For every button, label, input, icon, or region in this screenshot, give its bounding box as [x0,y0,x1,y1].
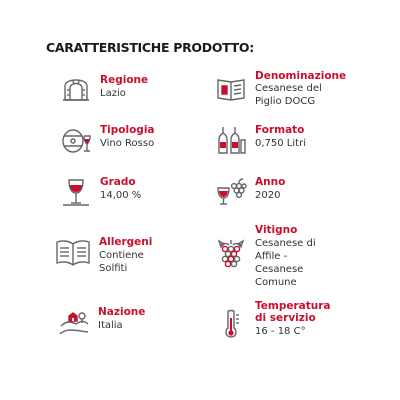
regione-value: Lazio [100,88,126,99]
tipologia-label: Tipologia [100,124,155,136]
page-title: CARATTERISTICHE PRODOTTO: [46,40,254,55]
nazione-value: Italia [98,320,123,331]
open-book-icon [55,236,91,268]
vitigno-value-line4: Comune [255,277,297,288]
anno-label: Anno [255,176,286,188]
grape-bunch-icon [215,238,247,270]
formato-value: 0,750 Litri [255,138,306,149]
vitigno-label: Vitigno [255,224,298,236]
tipologia-value: Vino Rosso [100,138,155,149]
barrel-glass-icon [60,124,92,156]
bottles-icon [215,124,247,156]
formato-label: Formato [255,124,305,136]
wine-glass-icon [60,176,92,208]
temperatura-value: 16 - 18 C° [255,326,306,337]
allergeni-value-line2: Solfiti [99,263,128,274]
denominazione-label: Denominazione [255,70,347,82]
regione-label: Regione [100,74,149,86]
vitigno-value-line2: Affile - [255,251,288,262]
nazione-label: Nazione [98,306,146,318]
temperatura-label-line2: di servizio [255,312,316,324]
allergeni-value-line1: Contiene [99,250,144,261]
vitigno-value-line1: Cesanese di [255,238,316,249]
arch-icon [60,72,92,104]
grapes-glass-icon [215,176,247,208]
vitigno-value-line3: Cesanese [255,264,304,275]
temperatura-label-line1: Temperatura [255,300,331,312]
thermometer-icon [215,308,247,340]
allergeni-label: Allergeni [99,236,153,248]
denominazione-value-line2: Piglio DOCG [255,96,316,107]
book-icon [215,72,247,104]
grado-value: 14,00 % [100,190,142,201]
landscape-icon [58,306,90,338]
grado-label: Grado [100,176,136,188]
anno-value: 2020 [255,190,281,201]
denominazione-value-line1: Cesanese del [255,83,322,94]
